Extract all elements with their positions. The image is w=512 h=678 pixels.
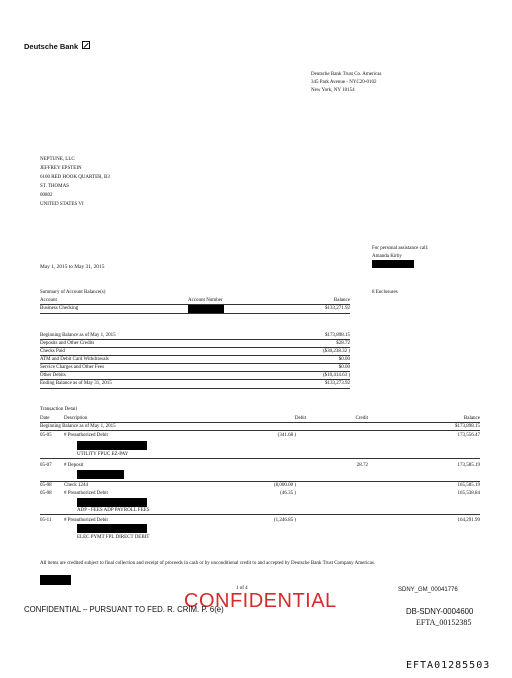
customer-line: 6100 RED HOOK QUARTER, B3	[40, 175, 110, 180]
txn-date: 05-05	[40, 433, 52, 438]
txn-credit: 28.72	[356, 463, 368, 468]
sdny-gm-number: SDNY_GM_00041776	[398, 587, 458, 593]
txn-debit: (46.35 )	[280, 491, 296, 496]
txn-desc: # Deposit	[64, 463, 84, 468]
txn-desc: # Preauthorized Debit	[64, 491, 108, 496]
customer-line: UNITED STATES VI	[40, 202, 84, 207]
balance-summary-label: ATM and Debit Card Withdrawals	[40, 357, 109, 362]
redacted-text	[77, 498, 147, 507]
balance-summary-value: $0.00	[338, 357, 350, 362]
balance-summary-label: Service Charges and Other Fees	[40, 365, 105, 370]
redacted-text	[77, 470, 124, 479]
assistance-label: For personal assistance call:	[372, 246, 429, 251]
txn-balance: 165,585.19	[457, 483, 480, 488]
db-sdny-number: DB-SDNY-0004600	[406, 607, 474, 616]
divider	[40, 514, 480, 515]
balance-summary-value: ($10,414.63 )	[322, 373, 350, 378]
txn-desc: # Preauthorized Debit	[64, 433, 108, 438]
confidential-stamp: CONFIDENTIAL	[184, 590, 337, 612]
txn-balance: 173,585.19	[457, 463, 480, 468]
txn-debit: (8,000.00 )	[273, 483, 296, 488]
divider	[40, 458, 480, 459]
redacted-text	[40, 575, 71, 585]
divider	[40, 430, 480, 431]
txn-sub: ELEC PYMT FPL DIRECT DEBIT	[77, 535, 150, 540]
divider	[40, 347, 350, 348]
summary-col-number: Account Number	[188, 298, 223, 303]
efta-inner-number: EFTA_00152385	[416, 618, 472, 627]
col-debit: Debit	[294, 416, 306, 421]
divider	[40, 339, 350, 340]
enclosures: 8 Enclosures	[372, 290, 398, 295]
balance-summary-label: Ending Balance as of May 31, 2015	[40, 381, 112, 386]
txn-debit: (1,246.85 )	[273, 518, 296, 523]
statement-period: May 1, 2015 to May 31, 2015	[40, 264, 105, 270]
balance-summary-label: Beginning Balance as of May 1, 2015	[40, 333, 116, 338]
beginning-balance-label: Beginning Balance as of May 1, 2015	[40, 424, 116, 429]
divider	[40, 379, 350, 380]
summary-col-account: Account	[40, 298, 57, 303]
balance-summary-value: ($30,238.32 )	[322, 349, 350, 354]
redacted-text	[77, 524, 147, 533]
divider	[40, 371, 350, 372]
bank-name: Deutsche Bank Trust Co. Americas	[311, 72, 382, 77]
assistance-contact: Amanda Kirby	[372, 254, 402, 259]
beginning-balance-value: $173,898.15	[455, 424, 480, 429]
divider	[40, 481, 480, 482]
page-number: 1 of 4	[236, 586, 248, 591]
col-description: Description	[64, 416, 88, 421]
divider	[40, 388, 350, 389]
col-date: Date	[40, 416, 50, 421]
txn-balance: 173,556.47	[457, 433, 480, 438]
balance-summary-value: $28.72	[336, 341, 350, 346]
redacted-phone	[372, 260, 414, 268]
col-credit: Credit	[355, 416, 368, 421]
customer-line: NEPTUNE, LLC	[40, 157, 75, 162]
balance-summary-value: $173,898.15	[325, 333, 350, 338]
txn-sub: UTILITY FPUC EZ-PAY	[77, 452, 129, 457]
efta-outer-number: EFTA01285503	[406, 660, 491, 671]
balance-summary-label: Checks Paid	[40, 349, 65, 354]
customer-line: JEFFREY EPSTEIN	[40, 166, 82, 171]
txn-date: 05-08	[40, 483, 52, 488]
summary-account-balance: $133,271.92	[325, 306, 350, 311]
confidential-notice: CONFIDENTIAL – PURSUANT TO FED. R. CRIM. P. 6(e)	[24, 605, 224, 614]
bank-address-2: New York, NY 10154	[311, 88, 355, 93]
summary-account-name: Business Checking	[40, 306, 79, 311]
txn-sub: ADP - FEES ADP PAYROLL FEES	[77, 508, 150, 513]
txn-desc: # Preauthorized Debit	[64, 518, 108, 523]
credit-notice: All items are credited subject to final collection and receipt of proceeds in cash or by unconditional credit to and accepted by Deutsche Bank Trust Company Americas.	[40, 561, 376, 566]
bank-logo-icon	[82, 41, 90, 49]
divider	[40, 363, 350, 364]
divider	[40, 422, 480, 423]
customer-line: 00802	[40, 193, 53, 198]
txn-date: 05-07	[40, 463, 52, 468]
divider	[40, 313, 350, 314]
bank-logo-text: Deutsche Bank	[24, 42, 79, 51]
summary-title: Summary of Account Balance(s)	[40, 290, 106, 295]
txn-balance: 164,291.99	[457, 518, 480, 523]
transactions-title: Transaction Detail	[40, 407, 77, 412]
balance-summary-value: $0.00	[338, 365, 350, 370]
customer-line: ST. THOMAS	[40, 184, 69, 189]
summary-col-balance: Balance	[333, 298, 350, 303]
txn-date: 05-08	[40, 491, 52, 496]
col-balance: Balance	[463, 416, 480, 421]
balance-summary-label: Other Debits	[40, 373, 66, 378]
divider	[40, 355, 350, 356]
redacted-text	[77, 441, 147, 450]
balance-summary-value: $133,273.92	[325, 381, 350, 386]
bank-address-1: 345 Park Avenue - NYC20-0102	[311, 80, 377, 85]
txn-date: 05-11	[40, 518, 52, 523]
txn-balance: 165,538.84	[457, 491, 480, 496]
txn-debit: (341.68 )	[277, 433, 296, 438]
balance-summary-label: Deposits and Other Credits	[40, 341, 95, 346]
txn-desc: Check 1244	[64, 483, 89, 488]
